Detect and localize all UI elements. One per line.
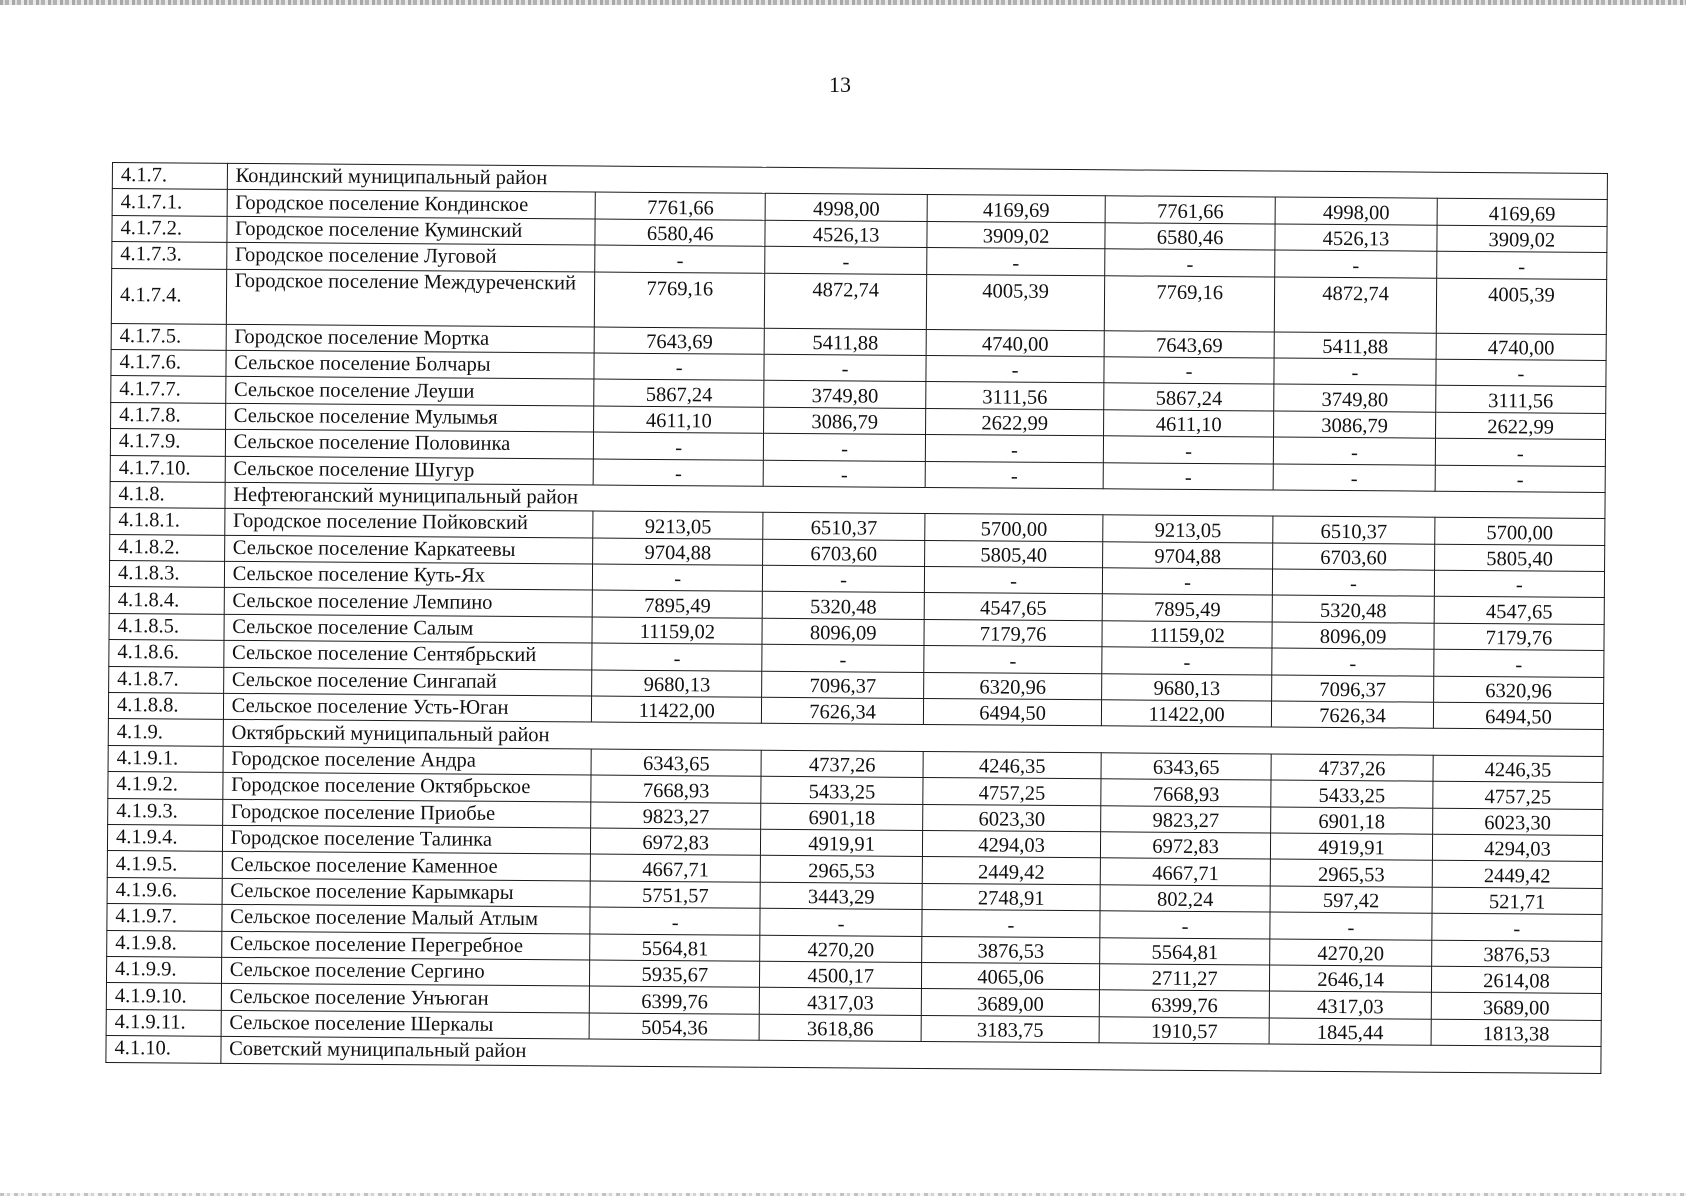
tariff-table [105,162,1608,1073]
settlement-name: Сельское поселение Салым [224,614,593,643]
value-cell-5: 3749,80 [1274,384,1436,412]
value-cell-6: - [1437,251,1607,279]
value-cell-2: - [763,565,925,593]
value-cell-4: - [1103,462,1273,490]
value-cell-4: - [1104,357,1274,385]
value-cell-1: 6972,83 [591,828,761,856]
value-cell-2: 5433,25 [761,776,923,804]
value-cell-3: 5805,40 [925,540,1103,568]
row-number: 4.1.7.6. [111,349,226,376]
value-cell-5: 2965,53 [1270,859,1432,887]
value-cell-4: - [1103,436,1273,464]
value-cell-3: 2748,91 [922,883,1100,911]
row-number: 4.1.7.3. [112,242,227,269]
value-cell-2: 7096,37 [762,671,924,699]
value-cell-6: 4757,25 [1433,781,1603,809]
value-cell-2: 3443,29 [760,882,922,910]
value-cell-4: 5867,24 [1104,383,1274,411]
row-number: 4.1.9.4. [107,824,222,851]
value-cell-4: 9680,13 [1102,673,1272,701]
value-cell-1: 6580,46 [595,219,765,247]
row-number: 4.1.7.1. [112,189,227,216]
value-cell-4: 4611,10 [1104,410,1274,438]
value-cell-1: 7668,93 [591,775,761,803]
row-number: 4.1.7. [112,163,227,190]
settlement-name: Городское поселение Октябрьское [223,773,592,802]
row-number: 4.1.9.10. [106,983,221,1010]
row-number: 4.1.7.9. [110,429,225,456]
value-cell-2: 4998,00 [765,194,927,222]
row-number: 4.1.10. [106,1036,221,1063]
value-cell-3: 4169,69 [927,195,1105,223]
value-cell-1: 7769,16 [595,272,765,328]
value-cell-1: - [590,907,760,935]
value-cell-2: - [765,246,927,274]
value-cell-2: 6703,60 [763,539,925,567]
value-cell-4: 11422,00 [1102,700,1272,728]
settlement-name: Городское поселение Луговой [226,243,595,272]
value-cell-6: 4005,39 [1436,278,1606,334]
value-cell-3: 5700,00 [925,514,1103,542]
value-cell-2: 6901,18 [761,803,923,831]
value-cell-5: - [1272,569,1434,597]
value-cell-6: 4169,69 [1437,199,1607,227]
value-cell-5: 4872,74 [1274,277,1436,333]
settlement-name: Сельское поселение Каркатеевы [224,535,593,564]
value-cell-4: 6343,65 [1101,753,1271,781]
value-cell-5: 2646,14 [1270,965,1432,993]
value-cell-4: - [1103,568,1273,596]
value-cell-4: 7895,49 [1102,594,1272,622]
row-number: 4.1.7.2. [112,215,227,242]
row-number: 4.1.9.1. [108,745,223,772]
settlement-name: Сельское поселение Половинка [225,429,594,458]
value-cell-3: 3183,75 [921,1015,1099,1043]
value-cell-4: - [1105,249,1275,277]
value-cell-1: - [593,564,763,592]
value-cell-4: 7643,69 [1104,330,1274,358]
value-cell-4: 9213,05 [1103,515,1273,543]
value-cell-2: 3749,80 [764,381,926,409]
value-cell-1: - [592,643,762,671]
value-cell-5: 4737,26 [1271,754,1433,782]
value-cell-5: 3086,79 [1274,411,1436,439]
settlement-name: Сельское поселение Карымкары [222,878,591,907]
value-cell-6: - [1435,465,1605,493]
value-cell-1: 5564,81 [590,934,760,962]
value-cell-4: 802,24 [1100,885,1270,913]
value-cell-3: 4065,06 [921,962,1099,990]
value-cell-6: 2614,08 [1431,966,1601,994]
value-cell-6: 3876,53 [1432,940,1602,968]
value-cell-1: - [595,245,765,273]
row-number: 4.1.8.8. [108,693,223,720]
scan-edge-top [0,0,1686,5]
settlement-name: Сельское поселение Малый Атлым [222,904,591,933]
value-cell-3: 2622,99 [926,408,1104,436]
value-cell-4: 6580,46 [1105,223,1275,251]
row-number: 4.1.9.8. [107,930,222,957]
row-number: 4.1.7.8. [111,402,226,429]
value-cell-3: 3909,02 [927,221,1105,249]
value-cell-4: 6399,76 [1099,990,1269,1018]
district-title: Советский муниципальный район [221,1036,1601,1073]
value-cell-3: 4294,03 [922,830,1100,858]
settlement-name: Сельское поселение Шеркалы [221,1010,590,1039]
value-cell-2: 5320,48 [762,592,924,620]
value-cell-2: - [764,433,926,461]
settlement-name: Сельское поселение Унъюган [221,984,590,1013]
row-number: 4.1.9.11. [106,1009,221,1036]
row-number: 4.1.7.5. [111,323,226,350]
value-cell-6: 4294,03 [1432,834,1602,862]
value-cell-2: - [763,460,925,488]
value-cell-1: 5054,36 [589,1013,759,1041]
value-cell-1: 11159,02 [592,617,762,645]
value-cell-3: - [925,435,1103,463]
row-number: 4.1.8.3. [109,561,224,588]
value-cell-1: - [594,353,764,381]
value-cell-2: 4872,74 [765,273,927,329]
value-cell-3: 7179,76 [924,619,1102,647]
value-cell-3: - [924,646,1102,674]
row-number: 4.1.7.4. [111,268,226,324]
value-cell-5: - [1274,358,1436,386]
settlement-name: Сельское поселение Сергино [221,957,590,986]
value-cell-3: 4757,25 [923,778,1101,806]
value-cell-1: 9213,05 [593,511,763,539]
value-cell-2: - [762,645,924,673]
value-cell-1: - [593,459,763,487]
value-cell-1: 4667,71 [591,854,761,882]
page-number: 13 [829,72,851,97]
scan-edge-bottom [0,1193,1686,1196]
row-number: 4.1.8. [110,481,225,508]
value-cell-4: - [1100,911,1270,939]
settlement-name: Сельское поселение Сингапай [223,667,592,696]
value-cell-1: 11422,00 [592,696,762,724]
value-cell-3: 3689,00 [921,989,1099,1017]
value-cell-2: - [760,908,922,936]
value-cell-2: 4526,13 [765,220,927,248]
value-cell-3: 4005,39 [926,274,1105,330]
value-cell-3: 6494,50 [923,698,1101,726]
value-cell-4: 5564,81 [1100,937,1270,965]
value-cell-1: 5935,67 [590,960,760,988]
row-number: 4.1.8.4. [109,587,224,614]
value-cell-6: 6320,96 [1433,676,1603,704]
value-cell-6: 3689,00 [1431,993,1601,1021]
value-cell-6: - [1434,649,1604,677]
row-number: 4.1.8.7. [109,666,224,693]
value-cell-5: 7096,37 [1272,675,1434,703]
value-cell-3: 3111,56 [926,382,1104,410]
value-cell-5: 597,42 [1270,886,1432,914]
value-cell-1: 5751,57 [590,881,760,909]
value-cell-4: 2711,27 [1100,964,1270,992]
value-cell-5: 6901,18 [1271,807,1433,835]
value-cell-6: 521,71 [1432,887,1602,915]
value-cell-5: 5320,48 [1272,595,1434,623]
row-number: 4.1.8.5. [109,613,224,640]
row-number: 4.1.8.6. [109,640,224,667]
value-cell-1: 6343,65 [591,749,761,777]
value-cell-2: 8096,09 [762,618,924,646]
value-cell-1: 7761,66 [595,192,765,220]
row-number: 4.1.9. [108,719,223,746]
value-cell-6: 6494,50 [1433,702,1603,730]
settlement-name: Городское поселение Андра [223,746,592,775]
table-body [106,163,1608,1073]
settlement-name: Сельское поселение Лемпино [224,588,593,617]
value-cell-4: 7769,16 [1104,275,1274,331]
value-cell-3: - [926,355,1104,383]
value-cell-1: 9704,88 [593,538,763,566]
value-cell-6: 3909,02 [1437,225,1607,253]
value-cell-5: 8096,09 [1272,622,1434,650]
value-cell-3: 3876,53 [922,936,1100,964]
value-cell-5: - [1272,648,1434,676]
row-number: 4.1.7.7. [111,376,226,403]
settlement-name: Городское поселение Междуреченский [226,269,595,327]
settlement-name: Сельское поселение Леуши [225,377,594,406]
value-cell-2: 4500,17 [760,961,922,989]
value-cell-3: 6320,96 [924,672,1102,700]
value-cell-5: - [1273,437,1435,465]
value-cell-3: - [924,567,1102,595]
value-cell-6: 4547,65 [1434,597,1604,625]
value-cell-5: 4526,13 [1275,224,1437,252]
row-number: 4.1.9.7. [107,904,222,931]
value-cell-3: 4547,65 [924,593,1102,621]
value-cell-2: 4270,20 [760,935,922,963]
settlement-name: Сельское поселение Шугур [225,456,594,485]
value-cell-3: 2449,42 [922,857,1100,885]
row-number: 4.1.9.6. [107,877,222,904]
settlement-name: Городское поселение Кондинское [227,190,596,219]
settlement-name: Сельское поселение Каменное [222,852,591,881]
value-cell-5: 7626,34 [1272,701,1434,729]
value-cell-2: - [764,354,926,382]
value-cell-6: - [1432,913,1602,941]
value-cell-3: 4740,00 [926,329,1104,357]
row-number: 4.1.7.10. [110,455,225,482]
settlement-name: Городское поселение Пойковский [224,509,593,538]
value-cell-3: 4246,35 [923,751,1101,779]
value-cell-5: 1845,44 [1269,1018,1431,1046]
value-cell-5: 4317,03 [1269,991,1431,1019]
value-cell-2: 7626,34 [762,697,924,725]
value-cell-5: 4998,00 [1275,197,1437,225]
settlement-name: Городское поселение Мортка [226,324,595,353]
value-cell-3: - [922,910,1100,938]
value-cell-6: - [1434,570,1604,598]
value-cell-4: 6972,83 [1101,832,1271,860]
value-cell-4: 11159,02 [1102,621,1272,649]
value-cell-4: 1910,57 [1099,1016,1269,1044]
value-cell-1: 6399,76 [590,986,760,1014]
value-cell-2: 6510,37 [763,513,925,541]
row-number: 4.1.9.5. [107,851,222,878]
value-cell-1: 9823,27 [591,802,761,830]
value-cell-6: 2622,99 [1435,412,1605,440]
value-cell-5: 5433,25 [1271,780,1433,808]
value-cell-4: - [1102,647,1272,675]
row-number: 4.1.8.1. [110,508,225,535]
value-cell-5: - [1275,250,1437,278]
value-cell-5: 5411,88 [1274,332,1436,360]
value-cell-6: 3111,56 [1436,386,1606,414]
value-cell-1: 7643,69 [594,327,764,355]
value-cell-6: 5700,00 [1435,518,1605,546]
settlement-name: Сельское поселение Куть-Ях [224,561,593,590]
value-cell-5: - [1273,464,1435,492]
district-title: Нефтеюганский муниципальный район [225,482,1605,519]
value-cell-2: 3086,79 [764,407,926,435]
value-cell-1: 4611,10 [594,406,764,434]
value-cell-1: 7895,49 [592,591,762,619]
district-title: Октябрьский муниципальный район [223,720,1603,757]
row-number: 4.1.9.2. [108,772,223,799]
settlement-name: Городское поселение Талинка [222,825,591,854]
settlement-name: Городское поселение Куминский [227,216,596,245]
value-cell-3: - [927,248,1105,276]
value-cell-3: - [925,461,1103,489]
row-number: 4.1.9.3. [108,798,223,825]
value-cell-6: 5805,40 [1434,544,1604,572]
value-cell-4: 9704,88 [1103,541,1273,569]
value-cell-5: 6703,60 [1273,543,1435,571]
value-cell-4: 7668,93 [1101,779,1271,807]
value-cell-5: 4270,20 [1270,939,1432,967]
settlement-name: Сельское поселение Болчары [226,350,595,379]
row-number: 4.1.9.9. [106,956,221,983]
settlement-name: Сельское поселение Сентябрьский [223,641,592,670]
value-cell-2: 4737,26 [761,750,923,778]
settlement-name: Сельское поселение Усть-Юган [223,693,592,722]
value-cell-6: - [1436,359,1606,387]
value-cell-6: 2449,42 [1432,861,1602,889]
value-cell-4: 7761,66 [1105,196,1275,224]
value-cell-6: 4740,00 [1436,333,1606,361]
row-number: 4.1.8.2. [110,534,225,561]
value-cell-2: 4317,03 [760,988,922,1016]
value-cell-1: 5867,24 [594,379,764,407]
value-cell-3: 6023,30 [923,804,1101,832]
value-cell-6: 6023,30 [1433,808,1603,836]
value-cell-2: 4919,91 [761,829,923,857]
value-cell-1: 9680,13 [592,670,762,698]
value-cell-5: 6510,37 [1273,516,1435,544]
value-cell-4: 4667,71 [1100,858,1270,886]
value-cell-6: 1813,38 [1431,1019,1601,1047]
value-cell-2: 2965,53 [760,856,922,884]
value-cell-5: 4919,91 [1271,833,1433,861]
value-cell-6: 4246,35 [1433,755,1603,783]
value-cell-6: - [1435,438,1605,466]
value-cell-5: - [1270,912,1432,940]
value-cell-6: 7179,76 [1434,623,1604,651]
district-title: Кондинский муниципальный район [227,163,1607,200]
settlement-name: Сельское поселение Перегребное [221,931,590,960]
value-cell-4: 9823,27 [1101,805,1271,833]
value-cell-2: 3618,86 [759,1014,921,1042]
settlement-name: Городское поселение Приобье [222,799,591,828]
settlement-name: Сельское поселение Мулымья [225,403,594,432]
value-cell-2: 5411,88 [764,328,926,356]
value-cell-1: - [594,432,764,460]
